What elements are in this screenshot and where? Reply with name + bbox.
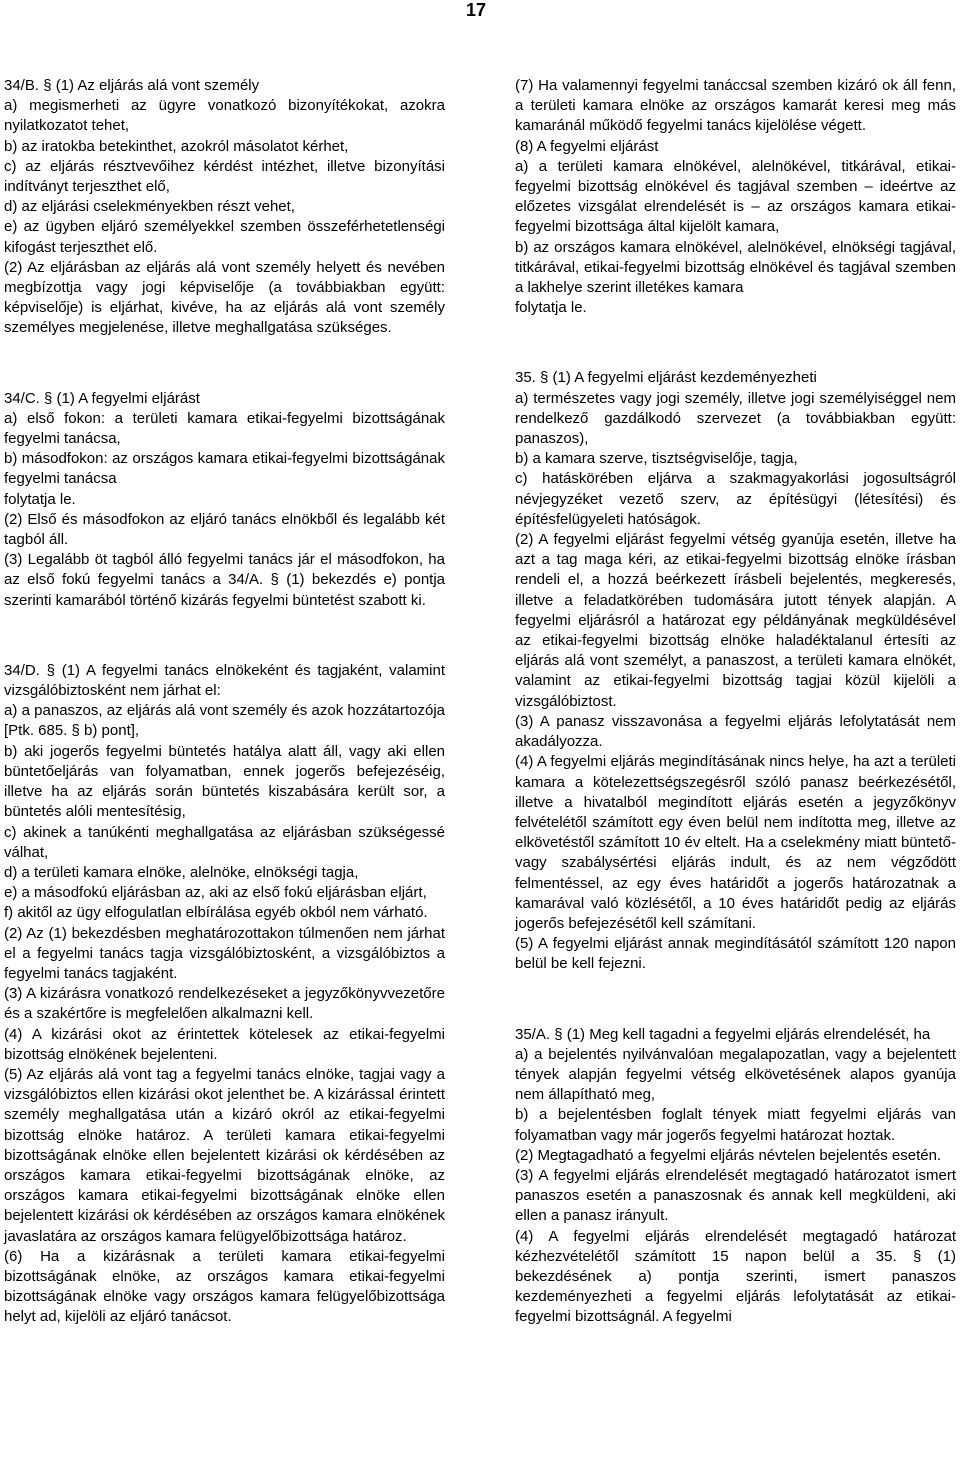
paragraph: d) az eljárási cselekményekben részt vehet, [4,198,295,216]
paragraph: b) az országos kamara elnökével, alelnökével, elnökségi tagjával, titkárával, etikai-fegyelmi bizottság elnökével és tagjával szemben a lakhelye szerint illetékes kamara [515,238,956,297]
paragraph: (8) A fegyelmi eljárást [515,137,659,155]
paragraph: (6) Ha a kizárásnak a területi kamara etikai-fegyelmi bizottságának elnöke, az országos kamara etikai-fegyelmi bizottságának elnöke vagy országos kamara felügyelőbizottsága helyt ad, kijelöli az eljáró tanácsot. [4,1247,445,1326]
paragraph: 34/C. § (1) A fegyelmi eljárást [4,389,200,407]
paragraph: (2) Az eljárásban az eljárás alá vont személy helyett és nevében megbízottja vagy jogi képviselője (a továbbiakban együtt: képviselője) is eljárhat, kivéve, ha az eljárás alá vont személy személyes megjelenése, illetve meghallgatása szükséges. [4,258,445,337]
paragraph: (3) A panasz visszavonása a fegyelmi eljárás lefolytatását nem akadályozza. [515,712,956,751]
paragraph: (3) A kizárásra vonatkozó rendelkezéseket a jegyzőkönyvvezetőre és a szakértőre is megfelelően alkalmazni kell. [4,985,445,1023]
paragraph: (3) Legalább öt tagból álló fegyelmi tanács jár el másodfokon, ha az első fokú fegyelmi tanács a 34/A. § (1) bekezdés e) pontja szerinti kamarából történő kizárás fegyelmi büntetést szabott ki. [4,551,445,609]
paragraph: (5) Az eljárás alá vont tag a fegyelmi tanács elnöke, tagjai vagy a vizsgálóbiztos ellen kizárási okot jelenthet be. A kizárással érintett személy meghallgatása után a kizáró okról az etikai-fegyelmi bizottság elnöke határoz. A területi kamara etikai-fegyelmi bizottságának elnöke ellen bejelentett kizárási ok kérdésében az országos kamara etikai-fegyelmi bizottságának elnöke, az országos kamara etikai-fegyelmi bizottságának elnöke ellen bejelentett kizárási ok kérdésében az országos kamara elnökének javaslatára az országos kamara felügyelőbizottsága határoz. [4,1065,445,1245]
page-number: 17 [466,0,487,20]
paragraph: b) a bejelentésben foglalt tények miatt fegyelmi eljárás van folyamatban vagy már jogerős fegyelmi határozat hoztak. [515,1106,956,1144]
paragraph: d) a területi kamara elnöke, alelnöke, elnökségi tagja, [4,863,359,881]
paragraph: b) másodfokon: az országos kamara etikai-fegyelmi bizottságának fegyelmi tanácsa [4,450,445,488]
paragraph-gap [515,333,956,353]
paragraph: b) aki jogerős fegyelmi büntetés hatálya alatt áll, vagy aki ellen büntetőeljárás van folyamatban, ennek jogerős befejezéséig, illetve ha az eljárás során büntetés kiszabására került sor, a büntetés alóli mentesítésig, [4,742,445,821]
paragraph: (2) A fegyelmi eljárást fegyelmi vétség gyanúja esetén, illetve ha azt a tag maga kéri, az etikai-fegyelmi bizottság elnöke írásban rendeli el, a hozzá beérkezett írásbeli bejelentés, megkeresés, illetve a feladatkörében tudomására jutott tények alapján. A fegyelmi eljárásról a határozat egy példányának megküldésével az etikai-fegyelmi bizottság elnöke haladéktalanul értesíti az eljárás alá vont személyt, a panaszost, a területi kamara elnökét, valamint az etikai-fegyelmi bizottság tagjai közül kijelöli a vizsgálóbiztost. [515,531,956,710]
paragraph: a) a területi kamara elnökével, alelnökével, titkárával, etikai-fegyelmi bizottság elnökével és tagjával szemben – ideértve az előzetes vizsgálat elrendelését is – az országos kamara etikai-fegyelmi bizottsága által kijelölt kamara, [515,157,956,236]
paragraph: (4) A kizárási okot az érintettek kötelesek az etikai-fegyelmi bizottság elnökének bejelenteni. [4,1025,445,1063]
paragraph: (4) A fegyelmi eljárás megindításának nincs helye, ha azt a területi kamara a kötelezettségszegésről szóló panasz beérkezésétől, illetve a hivatalból megindított eljárás esetén a jegyzőkönyv felvételétől számított egy éven belül nem indította meg, illetve az elkövetéstől számított 10 év eltelt. Ha a cselekmény miatt büntető-vagy szabálysértési eljárás indult, és az nem végződött felmentéssel, az egy éves határidőt a jogerős határozatnak a kamarával való közlésétől, a 10 éves határidőt pedig az eljárás jogerős befejezésétől kell számítani. [515,753,956,932]
paragraph: c) az eljárás résztvevőihez kérdést intézhet, illetve bizonyítási indítványt terjeszthet elő, [4,157,445,196]
paragraph: (7) Ha valamennyi fegyelmi tanáccsal szemben kizáró ok áll fenn, a területi kamara elnöke az országos kamarát keresi meg más kamaránál működő fegyelmi tanács kijelölése végett. [515,77,956,135]
left-column [4,76,445,1328]
paragraph-gap [515,990,956,1010]
paragraph: a) megismerheti az ügyre vonatkozó bizonyítékokat, azokra nyilatkozatot tehet, [4,97,445,135]
paragraph: a) a panaszos, az eljárás alá vont személy és azok hozzátartozója [Ptk. 685. § b) pont], [4,702,445,740]
right-column [515,76,956,1328]
paragraph: 34/D. § (1) A fegyelmi tanács elnökeként és tagjaként, valamint vizsgálóbiztosként nem járhat el: [4,661,445,700]
paragraph: b) az iratokba betekinthet, azokról másolatot kérhet, [4,137,349,155]
paragraph: (5) A fegyelmi eljárást annak megindításától számított 120 napon belül be kell fejezni. [515,935,956,973]
paragraph: c) akinek a tanúkénti meghallgatása az eljárásban szükségessé válhat, [4,823,445,861]
paragraph-gap [4,354,445,374]
paragraph: (4) A fegyelmi eljárás elrendelését megtagadó határozat kézhezvételétől számított 15 napon belül a 35. § (1) bekezdésének a) pontja szerinti, ismert panaszos kezdeményezheti a fegyelmi eljárás lefolytatását az etikai-fegyelmi bizottságnál. A fegyelmi [515,1227,956,1326]
paragraph: folytatja le. [515,299,587,317]
paragraph: 34/B. § (1) Az eljárás alá vont személy [4,77,260,94]
paragraph: a) természetes vagy jogi személy, illetve jogi személyiséggel nem rendelkező gazdálkodó szervezet (a továbbiakban együtt: panaszos), [515,389,956,448]
paragraph: 35/A. § (1) Meg kell tagadni a fegyelmi eljárás elrendelését, ha [515,1025,931,1043]
paragraph: (2) Megtagadható a fegyelmi eljárás névtelen bejelentés esetén. [515,1146,942,1164]
paragraph: c) hatáskörében eljárva a szakmagyakorlási jogosultságról névjegyzéket vezető szerv, az építésügyi (létesítési) és építésfelügyeleti hatóságok. [515,470,956,528]
paragraph: (2) Az (1) bekezdésben meghatározottakon túlmenően nem járhat el a fegyelmi tanács tagja vizsgálóbiztosként, a vizsgálóbiztos a fegyelmi tanács tagjaként. [4,924,445,982]
paragraph: e) a másodfokú eljárásban az, aki az első fokú eljárásban eljárt, [4,884,427,902]
paragraph: folytatja le. [4,490,76,508]
paragraph: b) a kamara szerve, tisztségviselője, tagja, [515,450,798,468]
paragraph-gap [4,626,445,646]
paragraph: (3) A fegyelmi eljárás elrendelését megtagadó határozatot ismert panaszos esetén a panaszosnak és annak kell megküldeni, aki ellen a panasz irányult. [515,1166,956,1225]
paragraph: 35. § (1) A fegyelmi eljárást kezdeményezheti [515,369,817,387]
paragraph: a) a bejelentés nyilvánvalóan megalapozatlan, vagy a bejelentett tények alapján fegyelmi vétség elkövetésének alapos gyanúja nem állapítható meg, [515,1045,956,1104]
paragraph: a) első fokon: a területi kamara etikai-fegyelmi bizottságának fegyelmi tanácsa, [4,409,445,448]
paragraph: e) az ügyben eljáró személyekkel szemben összeférhetetlenségi kifogást terjeszthet elő. [4,218,445,256]
paragraph: f) akitől az ügy elfogulatlan elbírálása egyéb okból nem várható. [4,904,428,922]
paragraph: (2) Első és másodfokon az eljáró tanács elnökből és legalább két tagból áll. [4,510,445,549]
